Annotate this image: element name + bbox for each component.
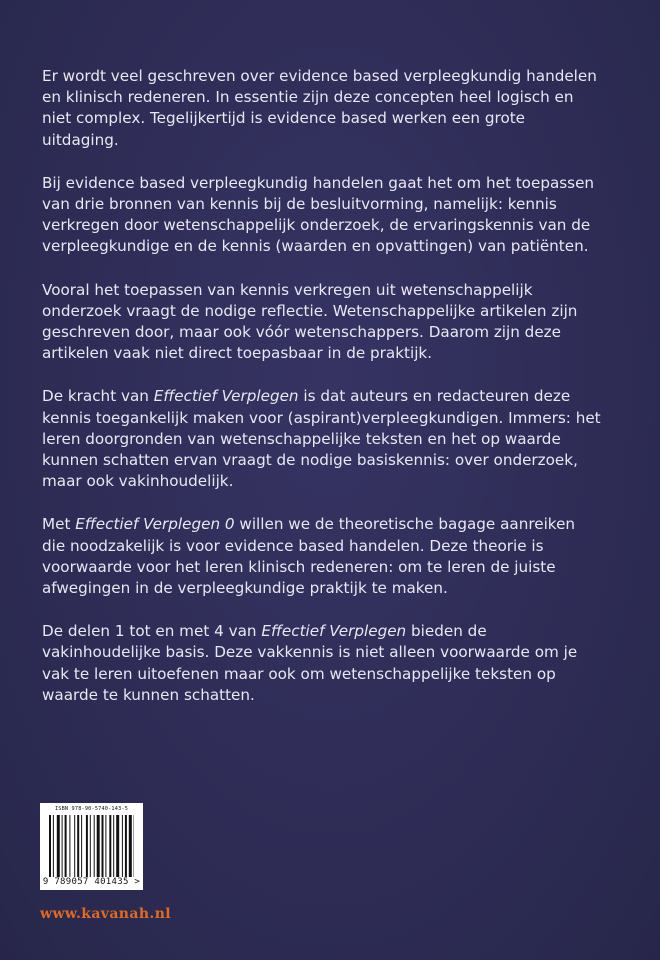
barcode-bar	[116, 815, 119, 877]
paragraph-text: De kracht van	[42, 387, 154, 406]
barcode-bar	[102, 815, 104, 877]
paragraph-1	[42, 66, 602, 151]
paragraph-text: is dat auteurs en redacteuren deze kennis toegankelijk maken voor (aspirant)verpleegkundigen. Immers: het leren doorgronden van wetenschappelijke teksten en het op waarde kunnen schatten ervan vraagt de nodige basiskennis: over onderzoek, maar ook vakinhoudelijk.	[42, 387, 601, 491]
barcode-bar	[77, 815, 79, 877]
book-title-text: Effectief Verplegen 0	[75, 515, 235, 534]
barcode-bar	[129, 815, 132, 877]
barcode-bar	[109, 815, 111, 877]
paragraph-2	[42, 173, 602, 258]
barcode-digits: 9 789057 401435 >	[42, 877, 141, 887]
barcode-bars	[49, 815, 134, 877]
barcode-bar	[94, 815, 95, 877]
barcode-bar	[62, 815, 63, 877]
book-title-text: Effectief Verplegen	[153, 387, 299, 406]
barcode-bar	[86, 815, 88, 877]
barcode-bar	[49, 815, 51, 877]
barcode-bar	[74, 815, 75, 877]
paragraph-text: De delen 1 tot en met 4 van	[42, 622, 262, 641]
barcode-bar	[53, 815, 54, 877]
barcode-bar	[65, 815, 67, 877]
paragraph-text: Vooral het toepassen van kennis verkregen uit wetenschappelijk onderzoek vraagt de nodige reflectie. Wetenschappelijke artikelen zijn geschreven door, maar ook vóór wetenschappers. Daarom zijn deze artikelen vaak niet direct toepasbaar in de praktijk.	[42, 280, 578, 363]
paragraph-6	[42, 621, 602, 706]
blurb-text	[42, 66, 602, 728]
paragraph-text: Er wordt veel geschreven over evidence based verpleegkundig handelen en klinisch redeneren. In essentie zijn deze concepten heel logisch en niet complex. Tegelijkertijd is evidence based werken een grote uitdaging.	[42, 67, 597, 149]
barcode-bar	[90, 815, 91, 877]
paragraph-5	[42, 514, 602, 599]
paragraph-text: Met	[42, 515, 76, 534]
barcode-bar	[113, 815, 114, 877]
paragraph-text: bieden de vakinhoudelijke basis. Deze vakkennis is niet alleen voorwaarde om je vak te leren uitoefenen maar ook om wetenschappelijke teksten op waarde te kunnen schatten.	[42, 622, 578, 704]
barcode-bar	[81, 815, 82, 877]
paragraph-3	[42, 280, 602, 365]
book-title-text: Effectief Verplegen	[261, 622, 407, 641]
barcode-bar	[69, 815, 70, 877]
paragraph-text: willen we de theoretische bagage aanreiken die noodzakelijk is voor evidence based handelen. Deze theorie is voorwaarde voor het leren klinisch redeneren: om te leren de juiste afwegingen in de verpleegkundige praktijk te maken.	[42, 515, 576, 598]
barcode-bar	[97, 815, 100, 877]
publisher-website: www.kavanah.nl	[40, 906, 171, 922]
barcode-bar	[122, 815, 123, 877]
barcode-bar	[105, 815, 106, 877]
isbn-barcode	[40, 803, 143, 890]
paragraph-4	[42, 386, 602, 492]
barcode-bar	[57, 815, 60, 877]
isbn-label: ISBN 978-90-5740-143-5	[54, 806, 129, 812]
barcode-bar	[125, 815, 127, 877]
paragraph-text: Bij evidence based verpleegkundig handelen gaat het om het toepassen van drie bronnen van kennis bij de besluitvorming, namelijk: kennis verkregen door wetenschappelijk onderzoek, de ervaringskennis van de verpleegkundige en de kennis (waarden en opvattingen) van patiënten.	[42, 173, 595, 256]
